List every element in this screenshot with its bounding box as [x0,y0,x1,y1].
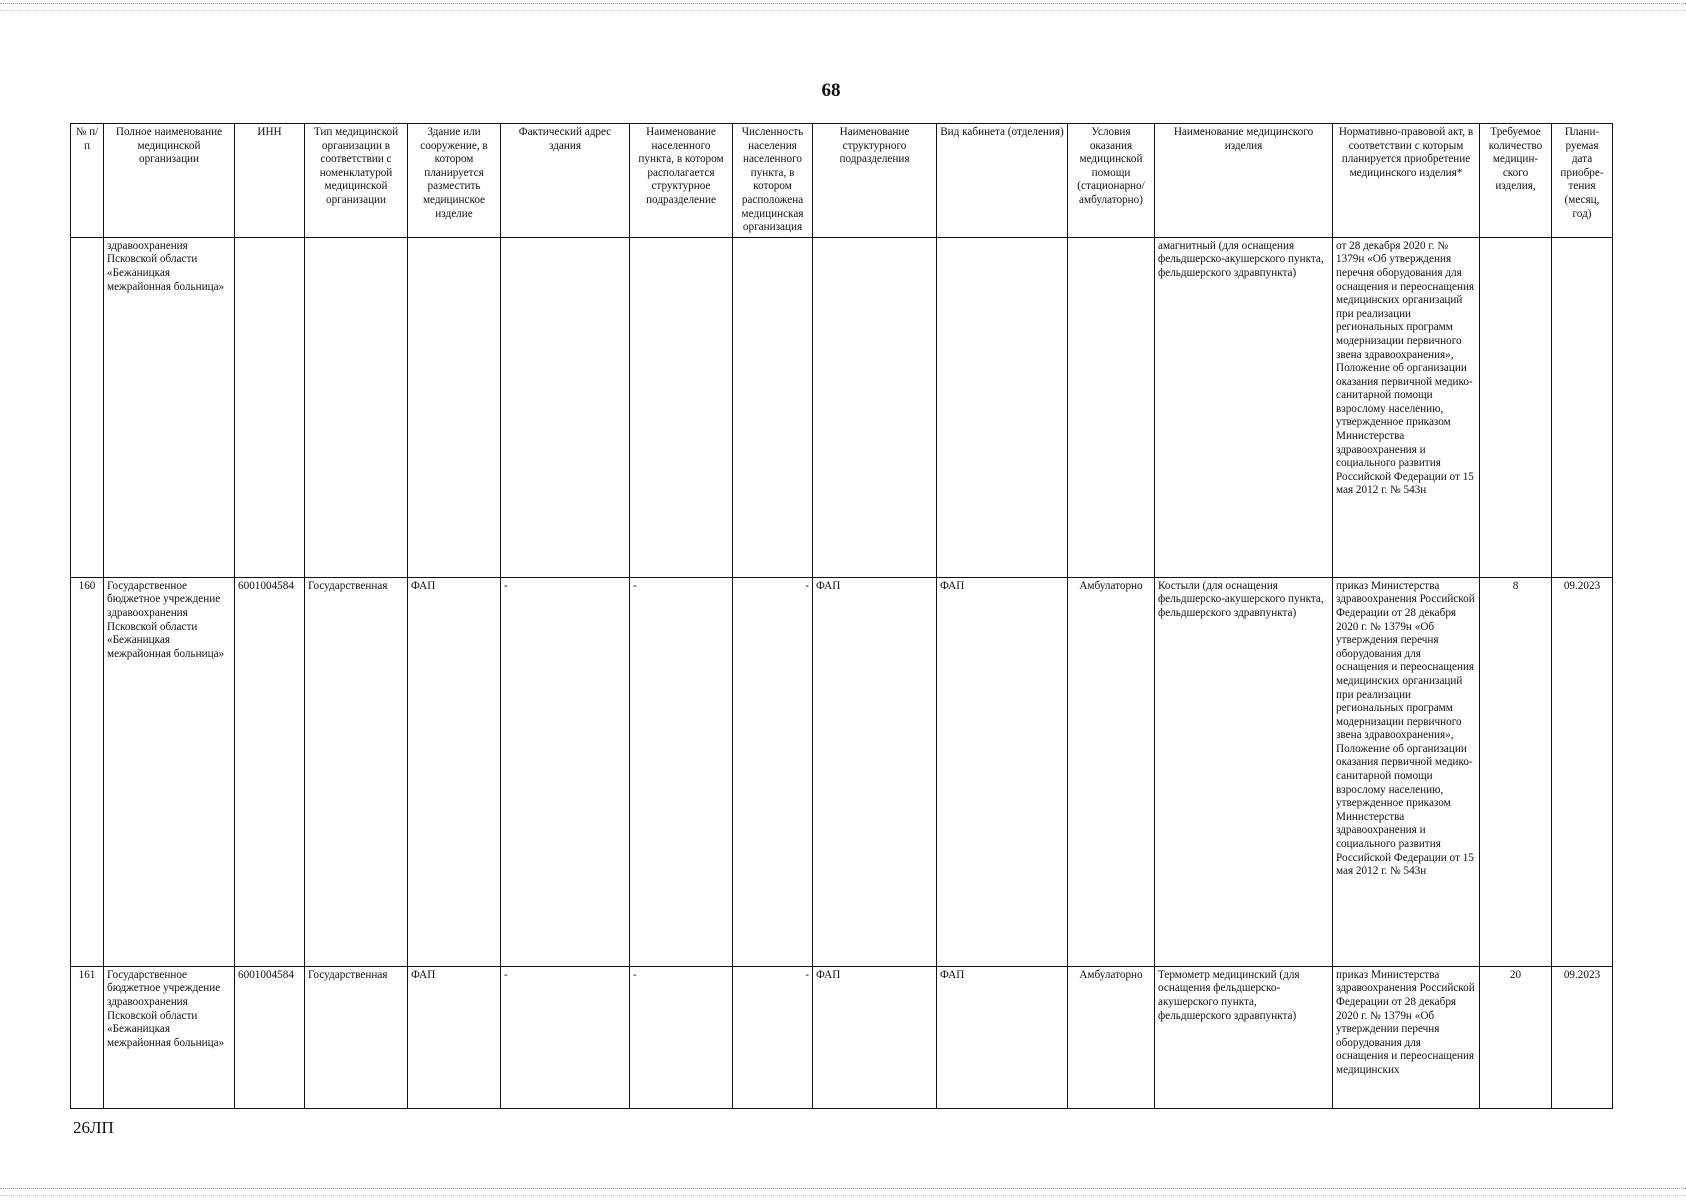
cell-settlement [630,237,733,577]
cell-address [501,237,630,577]
cell-inn [235,237,305,577]
header-device: Наименование медицинского изделия [1155,124,1333,238]
header-settlement: Наименование населенного пункта, в котором располагается структурное подразделение [630,124,733,238]
cell-settlement: - [630,577,733,966]
cell-num: 161 [71,966,104,1108]
cell-type: Государственная [305,577,408,966]
cell-settlement: - [630,966,733,1108]
cell-population [733,237,813,577]
scan-edge-bottom [0,1188,1686,1196]
cell-date: 09.2023 [1552,966,1613,1108]
cell-address: - [501,577,630,966]
cell-conditions: Амбулаторно [1068,577,1155,966]
cell-device: Термометр медицинский (для оснащения фельдшерско-акушерского пункта, фельдшерского здравпункта) [1155,966,1333,1108]
cell-act: от 28 декабря 2020 г. № 1379н «Об утверждения перечня оборудования для оснащения и переоснащения медицинских организаций при реализации региональных программ модернизации первичного звена здравоохранения», Положение об организации оказания первичной медико-санитарной помощи взрослому населению, утвержденное приказом Министерства здравоохранения и социального развития Российской Федерации от 15 мая 2012 г. № 543н [1333,237,1480,577]
header-type: Тип медицинской организации в соответствии с номенклатурой медицинской организации [305,124,408,238]
header-num: № п/п [71,124,104,238]
header-address: Фактический адрес здания [501,124,630,238]
cell-type: Государственная [305,966,408,1108]
cell-type [305,237,408,577]
header-conditions: Условия оказания медицинской помощи (стационарно/ амбулаторно) [1068,124,1155,238]
equipment-table [70,123,1613,1109]
cell-org: Государственное бюджетное учреждение здравоохранения Псковской области «Бежаницкая межрайонная больница» [104,966,235,1108]
header-building: Здание или сооружение, в котором планируется разместить медицинское изделие [408,124,501,238]
table-row [71,237,1613,577]
cell-division [813,237,937,577]
cell-device: амагнитный (для оснащения фельдшерско-акушерского пункта, фельдшерского здравпункта) [1155,237,1333,577]
table-row [71,966,1613,1108]
header-population: Численность населения населенного пункта, в котором расположена медицинская организация [733,124,813,238]
cell-num: 160 [71,577,104,966]
cell-building [408,237,501,577]
cell-num [71,237,104,577]
cell-date: 09.2023 [1552,577,1613,966]
header-cabinet: Вид кабинета (отделения) [937,124,1068,238]
cell-org: здравоохранения Псковской области «Бежаницкая межрайонная больница» [104,237,235,577]
cell-date [1552,237,1613,577]
cell-population: - [733,966,813,1108]
header-inn: ИНН [235,124,305,238]
header-row [71,124,1613,238]
cell-division: ФАП [813,577,937,966]
footer-code: 26ЛП [73,1118,114,1137]
cell-address: - [501,966,630,1108]
header-act: Нормативно-правовой акт, в соответствии с которым планируется приобретение медицинского изделия* [1333,124,1480,238]
cell-population: - [733,577,813,966]
cell-division: ФАП [813,966,937,1108]
cell-act: приказ Министерства здравоохранения Российской Федерации от 28 декабря 2020 г. № 1379н «Об утверждении перечня оборудования для оснащения и переоснащения медицинских [1333,966,1480,1108]
cell-org: Государственное бюджетное учреждение здравоохранения Псковской области «Бежаницкая межрайонная больница» [104,577,235,966]
page-number: 68 [821,80,841,101]
scan-edge-top [0,3,1686,11]
table-row [71,577,1613,966]
header-date: Плани-руемая дата приобре-тения (месяц, год) [1552,124,1613,238]
header-division: Наименование структурного подразделения [813,124,937,238]
cell-cabinet: ФАП [937,577,1068,966]
cell-device: Костыли (для оснащения фельдшерско-акушерского пункта, фельдшерского здравпункта) [1155,577,1333,966]
cell-building: ФАП [408,966,501,1108]
cell-conditions: Амбулаторно [1068,966,1155,1108]
header-qty: Требуемое количество медицин-ского изделия, [1480,124,1552,238]
cell-cabinet [937,237,1068,577]
cell-inn: 6001004584 [235,966,305,1108]
cell-qty [1480,237,1552,577]
cell-qty: 20 [1480,966,1552,1108]
cell-qty: 8 [1480,577,1552,966]
cell-cabinet: ФАП [937,966,1068,1108]
cell-act: приказ Министерства здравоохранения Российской Федерации от 28 декабря 2020 г. № 1379н «Об утверждения перечня оборудования для оснащения и переоснащения медицинских организаций при реализации региональных программ модернизации первичного звена здравоохранения», Положение об организации оказания первичной медико-санитарной помощи взрослому населению, утвержденное приказом Министерства здравоохранения и социального развития Российской Федерации от 15 мая 2012 г. № 543н [1333,577,1480,966]
cell-inn: 6001004584 [235,577,305,966]
cell-building: ФАП [408,577,501,966]
cell-conditions [1068,237,1155,577]
header-org: Полное наименование медицинской организации [104,124,235,238]
